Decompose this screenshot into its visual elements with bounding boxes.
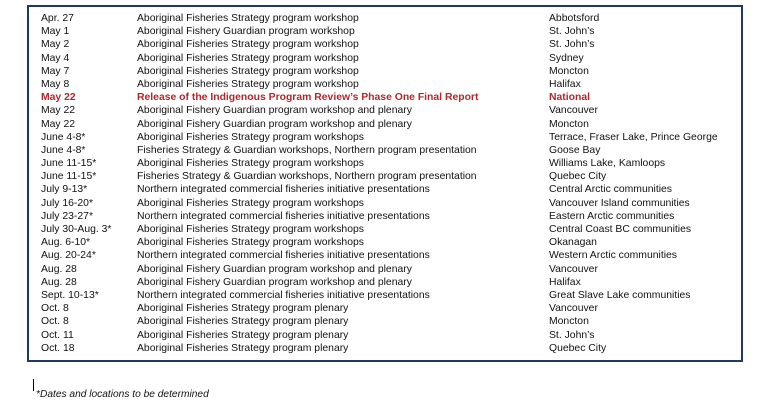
schedule-location: Moncton [549,316,589,328]
schedule-row [41,210,741,223]
schedule-row [41,12,741,25]
schedule-date: May 22 [41,92,76,104]
schedule-event: Northern integrated commercial fisheries initiative presentations [137,289,430,301]
schedule-row [41,329,741,342]
schedule-event: Northern integrated commercial fisheries initiative presentations [137,250,430,262]
schedule-location: Terrace, Fraser Lake, Prince George [549,131,718,143]
schedule-location: Vancouver [549,263,598,275]
schedule-location: Central Coast BC communities [549,224,692,235]
schedule-event: Aboriginal Fisheries Strategy program workshops [137,224,364,235]
schedule-row [41,65,741,78]
schedule-date: Sept. 10-13* [41,289,99,301]
schedule-date: May 22 [41,105,76,117]
schedule-row [41,289,741,302]
schedule-row [41,249,741,262]
schedule-row [41,342,741,355]
schedule-row [41,144,741,157]
schedule-date: June 4-8* [41,131,86,143]
schedule-event: Aboriginal Fisheries Strategy program plenary [137,329,349,341]
schedule-date: June 11-15* [41,171,97,183]
schedule-row [41,38,741,51]
schedule-date: July 16-20* [41,197,93,209]
schedule-location: Quebec City [549,171,607,183]
schedule-row-highlight [41,91,741,104]
schedule-location: Vancouver [549,105,598,117]
schedule-location: Eastern Arctic communities [549,210,675,222]
schedule-event: Aboriginal Fisheries Strategy program workshop [137,52,359,64]
schedule-row [41,223,741,236]
schedule-row [41,197,741,210]
schedule-date: May 4 [41,52,70,64]
schedule-row [41,25,741,38]
schedule-date: May 1 [41,26,70,38]
schedule-date: May 2 [41,39,70,51]
schedule-location: Williams Lake, Kamloops [549,158,666,170]
schedule-date: Oct. 11 [41,329,74,341]
schedule-row [41,183,741,196]
schedule-date: July 9-13* [41,184,88,196]
schedule-table [41,12,741,355]
schedule-event: Aboriginal Fisheries Strategy program workshop [137,13,359,24]
schedule-date: May 8 [41,78,70,90]
schedule-event: Aboriginal Fisheries Strategy program workshops [137,237,364,249]
schedule-location: Vancouver [549,303,598,315]
schedule-location: St. John’s [549,329,595,341]
schedule-location: Abbotsford [549,13,600,24]
schedule-event: Aboriginal Fisheries Strategy program plenary [137,316,349,328]
schedule-location: National [549,92,590,104]
schedule-date: Oct. 8 [41,316,69,328]
schedule-date: July 30-Aug. 3* [41,224,112,235]
schedule-date: May 22 [41,118,76,130]
text-cursor [33,379,34,391]
schedule-location: Quebec City [549,342,607,354]
schedule-event: Fisheries Strategy & Guardian workshops, Northern program presentation [137,171,477,183]
schedule-location: Great Slave Lake communities [549,289,691,301]
schedule-date: Aug. 28 [41,263,77,275]
schedule-event: Aboriginal Fisheries Strategy program workshop [137,39,359,51]
schedule-date: Aug. 6-10* [41,237,91,249]
schedule-row [41,52,741,65]
footnote: *Dates and locations to be determined [36,389,209,400]
schedule-event: Aboriginal Fisheries Strategy program workshop [137,65,359,77]
schedule-row [41,104,741,117]
schedule-row [41,302,741,315]
schedule-event: Aboriginal Fisheries Strategy program plenary [137,342,349,354]
schedule-event: Aboriginal Fishery Guardian program workshop [137,26,355,38]
schedule-location: Western Arctic communities [549,250,677,262]
schedule-date: July 23-27* [41,210,93,222]
schedule-row [41,131,741,144]
schedule-row [41,78,741,91]
schedule-location: Vancouver Island communities [549,197,690,209]
schedule-date: June 11-15* [41,158,97,170]
schedule-event: Aboriginal Fishery Guardian program workshop and plenary [137,118,412,130]
schedule-event: Release of the Indigenous Program Review’s Phase One Final Report [137,92,479,104]
schedule-location: Sydney [549,52,584,64]
schedule-location: Moncton [549,118,589,130]
schedule-date: Oct. 8 [41,303,69,315]
schedule-event: Northern integrated commercial fisheries initiative presentations [137,210,430,222]
schedule-event: Aboriginal Fishery Guardian program workshop and plenary [137,276,412,288]
schedule-event: Aboriginal Fishery Guardian program workshop and plenary [137,263,412,275]
schedule-event: Fisheries Strategy & Guardian workshops, Northern program presentation [137,144,477,156]
schedule-location: Okanagan [549,237,597,249]
schedule-row [41,315,741,328]
schedule-location: St. John’s [549,39,595,51]
schedule-location: Central Arctic communities [549,184,672,196]
schedule-location: Moncton [549,65,589,77]
schedule-date: Apr. 27 [41,13,74,24]
schedule-event: Aboriginal Fisheries Strategy program workshops [137,131,364,143]
schedule-event: Aboriginal Fisheries Strategy program workshops [137,197,364,209]
schedule-row [41,276,741,289]
schedule-event: Aboriginal Fisheries Strategy program plenary [137,303,349,315]
schedule-row [41,118,741,131]
schedule-location: St. John’s [549,26,595,38]
schedule-date: June 4-8* [41,144,86,156]
schedule-location: Goose Bay [549,144,601,156]
schedule-event: Aboriginal Fisheries Strategy program workshop [137,78,359,90]
schedule-date: Aug. 20-24* [41,250,96,262]
schedule-row [41,263,741,276]
schedule-row [41,236,741,249]
schedule-event: Aboriginal Fisheries Strategy program workshops [137,158,364,170]
schedule-event: Northern integrated commercial fisheries initiative presentations [137,184,430,196]
schedule-location: Halifax [549,78,581,90]
schedule-date: May 7 [41,65,70,77]
schedule-row [41,170,741,183]
schedule-date: Oct. 18 [41,342,75,354]
schedule-location: Halifax [549,276,581,288]
schedule-date: Aug. 28 [41,276,77,288]
schedule-event: Aboriginal Fishery Guardian program workshop and plenary [137,105,412,117]
schedule-row [41,157,741,170]
